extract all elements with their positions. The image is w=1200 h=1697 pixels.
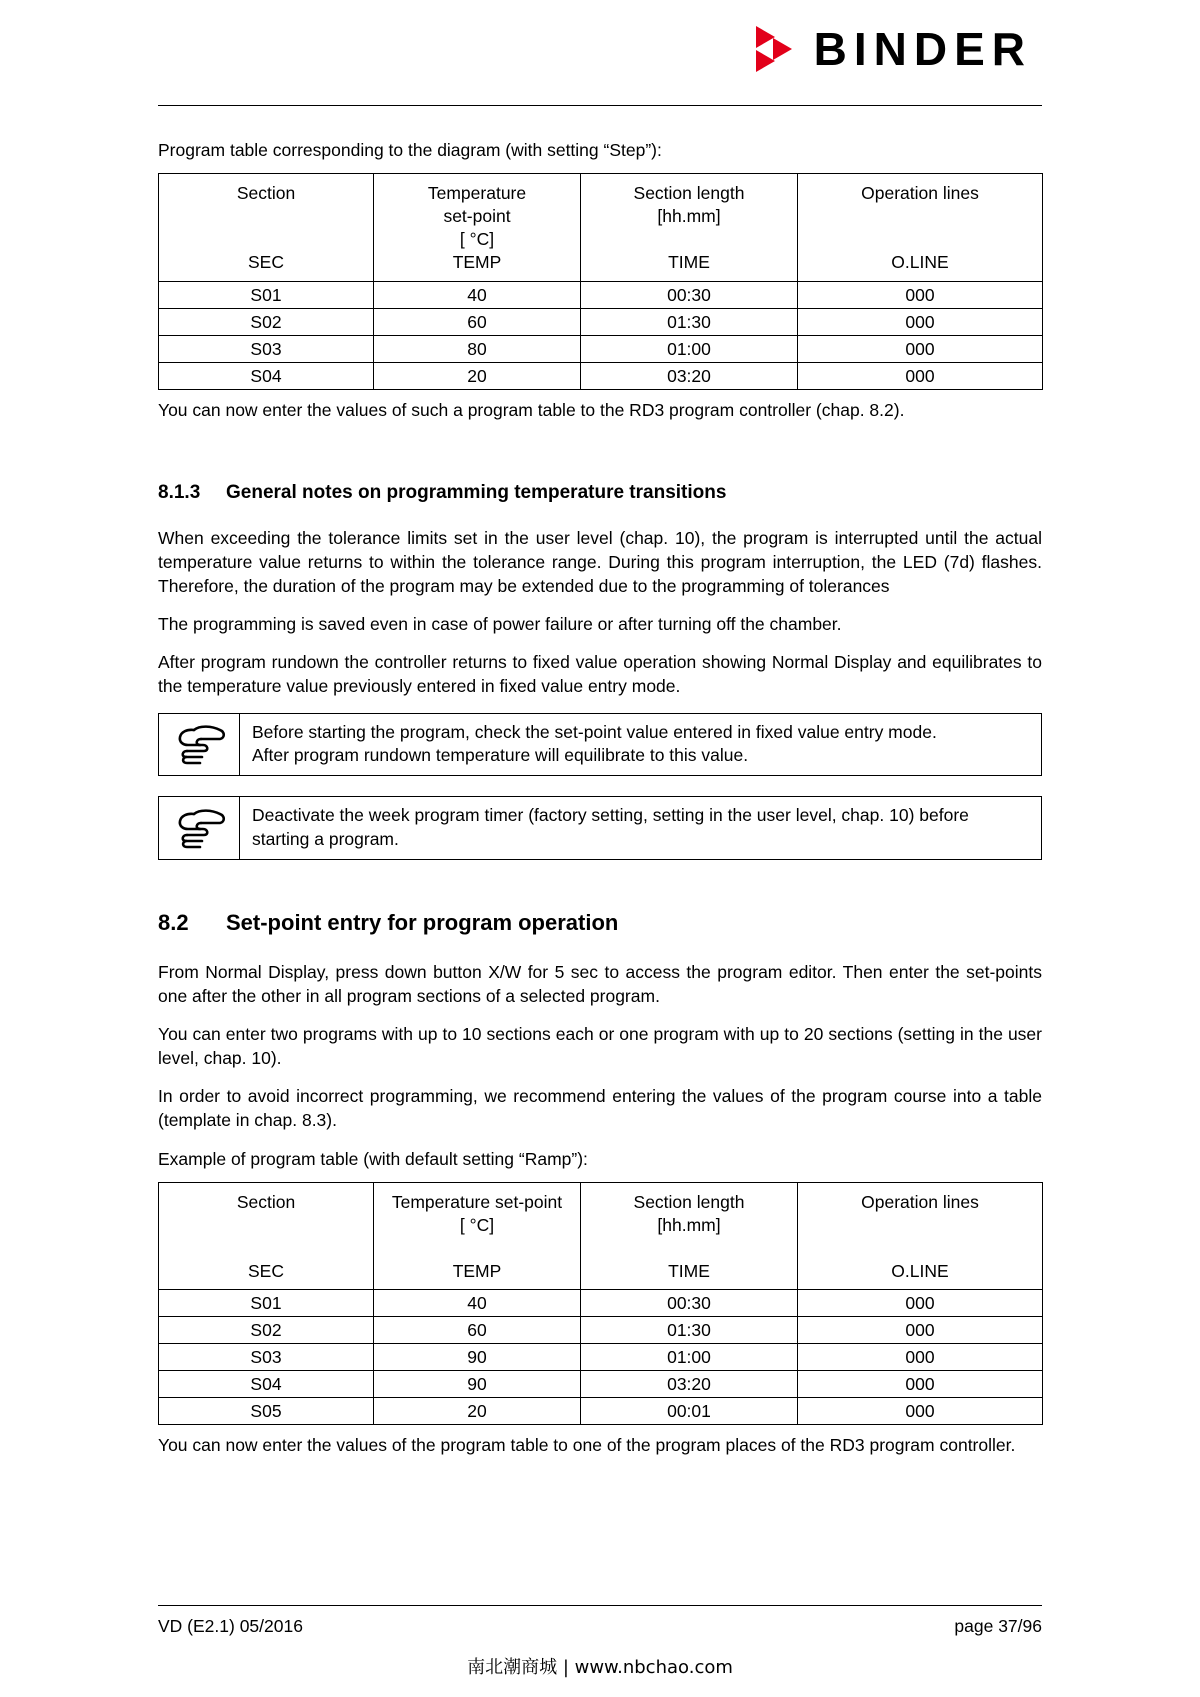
table-row xyxy=(159,281,1043,308)
cell-sec: S02 xyxy=(159,308,374,335)
note-1-line-2: After program rundown temperature will equilibrate to this value. xyxy=(252,745,749,766)
page-footer xyxy=(158,1605,1042,1637)
cell-sec: S01 xyxy=(159,281,374,308)
header-code: TIME xyxy=(668,252,710,273)
cell-temp: 60 xyxy=(374,1317,581,1344)
header-line: Operation lines xyxy=(861,183,979,204)
cell-temp: 60 xyxy=(374,308,581,335)
table-1-header xyxy=(159,174,1043,281)
binder-logo xyxy=(756,23,1032,75)
header-line: [ °C] xyxy=(459,229,495,250)
heading-title: Set-point entry for program operation xyxy=(226,909,619,935)
cell-time: 03:20 xyxy=(581,1371,798,1398)
cell-sec: S03 xyxy=(159,335,374,362)
cell-temp: 20 xyxy=(374,1398,581,1425)
cell-time: 01:30 xyxy=(581,1317,798,1344)
cell-temp: 40 xyxy=(374,281,581,308)
header-code: O.LINE xyxy=(891,252,949,273)
table-2-header xyxy=(159,1182,1043,1289)
table-2-body xyxy=(159,1290,1043,1425)
note-1-body xyxy=(240,714,1041,776)
table-1-col-temperature xyxy=(374,174,581,281)
cell-time: 01:30 xyxy=(581,308,798,335)
page-content xyxy=(158,138,1042,1471)
footer-divider xyxy=(158,1605,1042,1606)
header-line: [hh.mm] xyxy=(657,1214,721,1235)
cell-time: 01:00 xyxy=(581,335,798,362)
header-line: Section length xyxy=(633,183,745,204)
paragraph-813-1: When exceeding the tolerance limits set in the user level (chap. 10), the program is interrupted until the actual temperature value returns to within the tolerance range. During this program interruption, the LED (7d) flashes. Therefore, the duration of the program may be extended due to the programming of tolerances xyxy=(158,527,1042,596)
footer-page-number: page 37/96 xyxy=(954,1616,1042,1636)
cell-oline: 000 xyxy=(798,362,1043,389)
paragraph-82-1: From Normal Display, press down button X/W for 5 sec to access the program editor. Then enter the set-points one after the other in all program sections of a selected program. xyxy=(158,961,1042,1006)
table-1-col-operation-lines xyxy=(798,174,1043,281)
caption-table-2: Example of program table (with default setting “Ramp”): xyxy=(158,1148,588,1169)
cell-oline: 000 xyxy=(798,1290,1043,1317)
table-1-col-section-length xyxy=(581,174,798,281)
table-2-col-temperature xyxy=(374,1182,581,1289)
cell-sec: S04 xyxy=(159,1371,374,1398)
logo-triangle-middle xyxy=(773,38,792,60)
cell-oline: 000 xyxy=(798,308,1043,335)
cell-sec: S01 xyxy=(159,1290,374,1317)
note-icon-cell xyxy=(159,714,240,776)
note-2-line-1: Deactivate the week program timer (factory setting, setting in the user level, chap. 10) before xyxy=(252,805,969,826)
paragraph-813-2: The programming is saved even in case of power failure or after turning off the chamber. xyxy=(158,614,842,635)
table-1-body xyxy=(159,281,1043,389)
table-row xyxy=(159,362,1043,389)
paragraph-after-table-1: You can now enter the values of such a program table to the RD3 program controller (chap. 8.2). xyxy=(158,399,905,420)
footer-document-code: VD (E2.1) 05/2016 xyxy=(158,1616,303,1636)
paragraph-82-2: You can enter two programs with up to 10 sections each or one program with up to 20 sections (setting in the user level, chap. 10). xyxy=(158,1023,1042,1069)
header-code: TEMP xyxy=(452,1260,502,1281)
header-code: TIME xyxy=(668,1260,710,1281)
header-code: TEMP xyxy=(452,252,502,273)
header-line: Section xyxy=(236,183,296,204)
heading-8-1-3 xyxy=(158,482,1042,504)
cell-sec: S02 xyxy=(159,1317,374,1344)
heading-8-2 xyxy=(158,910,1042,936)
cell-oline: 000 xyxy=(798,281,1043,308)
program-table-1 xyxy=(158,173,1043,389)
table-row xyxy=(159,1371,1043,1398)
cell-oline: 000 xyxy=(798,335,1043,362)
table-2-col-section xyxy=(159,1182,374,1289)
cell-time: 03:20 xyxy=(581,362,798,389)
cell-sec: S05 xyxy=(159,1398,374,1425)
header-line: [hh.mm] xyxy=(657,206,721,227)
header-line: Operation lines xyxy=(861,1191,979,1212)
table-2-col-operation-lines xyxy=(798,1182,1043,1289)
header-code: SEC xyxy=(248,1260,284,1281)
header-code: O.LINE xyxy=(891,1260,949,1281)
cell-oline: 000 xyxy=(798,1371,1043,1398)
note-2-body xyxy=(240,797,1041,859)
note-2-line-2: starting a program. xyxy=(252,828,399,849)
heading-title: General notes on programming temperature transitions xyxy=(226,481,727,503)
header-line: [ °C] xyxy=(459,1214,495,1235)
table-row xyxy=(159,1317,1043,1344)
cell-temp: 20 xyxy=(374,362,581,389)
table-row xyxy=(159,1398,1043,1425)
program-table-2 xyxy=(158,1182,1043,1425)
note-box-2 xyxy=(158,796,1042,860)
cell-sec: S04 xyxy=(159,362,374,389)
paragraph-82-3: In order to avoid incorrect programming, we recommend entering the values of the program course into a table (template in chap. 8.3). xyxy=(158,1086,1042,1131)
table-row xyxy=(159,335,1043,362)
table-row xyxy=(159,1290,1043,1317)
table-row xyxy=(159,1344,1043,1371)
paragraph-after-table-2: You can now enter the values of the program table to one of the program places of the RD3 program controller. xyxy=(158,1435,1016,1456)
table-row xyxy=(159,308,1043,335)
table-header-row xyxy=(159,1182,1043,1289)
cell-temp: 90 xyxy=(374,1371,581,1398)
cell-sec: S03 xyxy=(159,1344,374,1371)
watermark-text: 南北潮商城 | www.nbchao.com xyxy=(467,1657,733,1678)
header-line: Temperature xyxy=(427,183,527,204)
heading-number: 8.2 xyxy=(158,909,189,935)
cell-temp: 90 xyxy=(374,1344,581,1371)
cell-temp: 80 xyxy=(374,335,581,362)
note-icon-cell xyxy=(159,797,240,859)
table-header-row xyxy=(159,174,1043,281)
header-line: Temperature set-point xyxy=(391,1191,563,1212)
note-box-1 xyxy=(158,713,1042,777)
cell-time: 01:00 xyxy=(581,1344,798,1371)
header-line: set-point xyxy=(443,206,511,227)
header-code: SEC xyxy=(248,252,284,273)
pointing-hand-icon xyxy=(170,805,228,851)
binder-triangles-logo-icon xyxy=(756,26,800,72)
page-header xyxy=(0,0,1200,110)
caption-table-1: Program table corresponding to the diagram (with setting “Step”): xyxy=(158,140,662,160)
cell-oline: 000 xyxy=(798,1398,1043,1425)
cell-oline: 000 xyxy=(798,1344,1043,1371)
header-line: Section length xyxy=(633,1191,745,1212)
table-2-col-section-length xyxy=(581,1182,798,1289)
paragraph-813-3: After program rundown the controller returns to fixed value operation showing Normal Display and equilibrates to the temperature value previously entered in fixed value entry mode. xyxy=(158,652,1042,697)
brand-name: BINDER xyxy=(813,23,1032,75)
cell-oline: 000 xyxy=(798,1317,1043,1344)
header-divider xyxy=(158,105,1042,106)
note-1-line-1: Before starting the program, check the set-point value entered in fixed value entry mode. xyxy=(252,721,937,742)
table-1-col-section xyxy=(159,174,374,281)
cell-time: 00:30 xyxy=(581,281,798,308)
heading-number: 8.1.3 xyxy=(158,481,201,503)
cell-time: 00:01 xyxy=(581,1398,798,1425)
footer-row xyxy=(158,1616,1042,1637)
cell-time: 00:30 xyxy=(581,1290,798,1317)
header-line: Section xyxy=(236,1191,296,1212)
pointing-hand-icon xyxy=(170,721,228,767)
cell-temp: 40 xyxy=(374,1290,581,1317)
